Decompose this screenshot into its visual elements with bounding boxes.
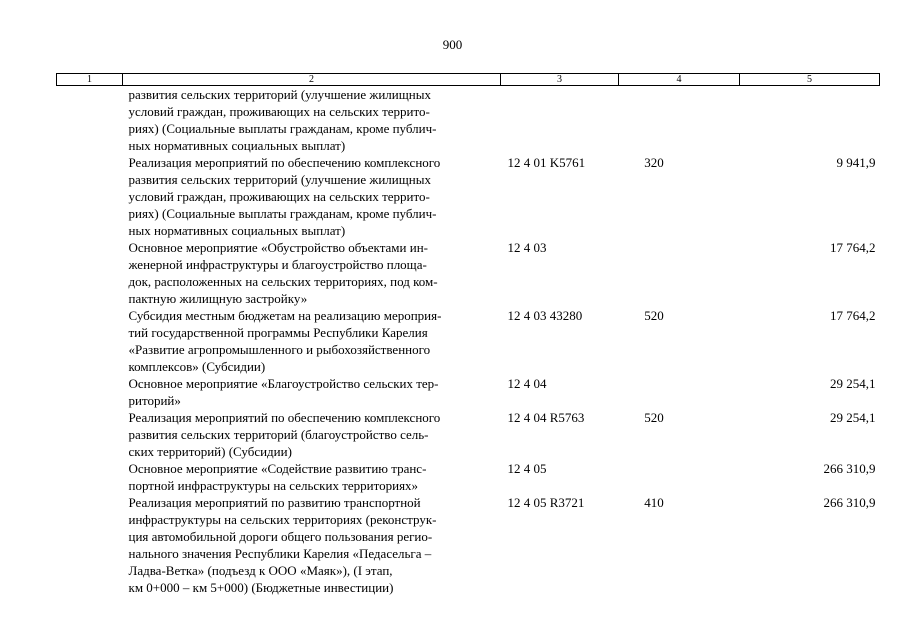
row-code: 12 4 04 — [507, 376, 547, 391]
row-name-line: риях) (Социальные выплаты гражданам, кроме публич- — [128, 121, 437, 136]
row-name-line: км 0+000 – км 5+000) (Бюджетные инвестиции) — [128, 580, 394, 595]
row-name-line: Основное мероприятие «Обустройство объектами ин- — [128, 240, 428, 255]
budget-table — [56, 73, 880, 596]
row-name — [123, 239, 501, 307]
row-empty-cell — [57, 494, 123, 596]
row-amount: 266 310,9 — [823, 461, 876, 476]
row-name-line: док, расположенных на сельских территориях, под ком- — [128, 274, 438, 289]
row-amount: 17 764,2 — [830, 308, 876, 323]
row-name — [123, 86, 501, 155]
row-name-line: ных нормативных социальных выплат) — [128, 138, 346, 153]
row-name-line: комплексов» (Субсидии) — [128, 359, 266, 374]
row-name-line: Реализация мероприятий по обеспечению комплексного — [128, 155, 441, 170]
column-number-3: 3 — [501, 74, 619, 86]
table-body — [57, 86, 880, 597]
row-empty-cell — [57, 307, 123, 375]
row-name-line: Реализация мероприятий по обеспечению комплексного — [128, 410, 441, 425]
row-expense-type — [619, 460, 740, 494]
page-number: 900 — [442, 37, 463, 52]
column-number-header-row — [57, 74, 880, 86]
row-name-line: ных нормативных социальных выплат) — [128, 223, 346, 238]
row-name — [123, 409, 501, 460]
table-row — [57, 409, 880, 460]
row-name-line: Реализация мероприятий по развитию транспортной — [128, 495, 421, 510]
column-number-5: 5 — [740, 74, 880, 86]
row-amount: 266 310,9 — [823, 495, 876, 510]
row-name-line: развития сельских территорий (улучшение жилищных — [128, 87, 431, 102]
column-number-1: 1 — [57, 74, 123, 86]
column-number-2: 2 — [123, 74, 501, 86]
row-name-line: инфраструктуры на сельских территориях (реконструк- — [128, 512, 437, 527]
row-expense-type — [619, 86, 740, 155]
row-code: 12 4 05 R3721 — [507, 495, 585, 510]
row-empty-cell — [57, 154, 123, 239]
row-empty-cell — [57, 239, 123, 307]
row-name — [123, 154, 501, 239]
row-name-line: риторий» — [128, 393, 181, 408]
row-expense-type: 410 — [644, 495, 664, 510]
table-row — [57, 307, 880, 375]
row-amount: 29 254,1 — [830, 376, 876, 391]
table-row — [57, 460, 880, 494]
row-code — [501, 86, 619, 155]
row-expense-type: 520 — [644, 410, 664, 425]
table-row — [57, 494, 880, 596]
row-amount — [740, 86, 880, 155]
table-row — [57, 86, 880, 155]
row-empty-cell — [57, 409, 123, 460]
row-name-line: условий граждан, проживающих на сельских террито- — [128, 104, 430, 119]
row-code: 12 4 05 — [507, 461, 547, 476]
row-name-line: Основное мероприятие «Содействие развитию транс- — [128, 461, 427, 476]
row-name — [123, 494, 501, 596]
row-expense-type — [619, 375, 740, 409]
row-name — [123, 375, 501, 409]
column-number-4: 4 — [619, 74, 740, 86]
row-name-line: риях) (Социальные выплаты гражданам, кроме публич- — [128, 206, 437, 221]
table-row — [57, 154, 880, 239]
row-name-line: портной инфраструктуры на сельских территориях» — [128, 478, 419, 493]
row-name-line: ция автомобильной дороги общего пользования регио- — [128, 529, 433, 544]
row-name-line: развития сельских территорий (улучшение жилищных — [128, 172, 431, 187]
row-name-line: пактную жилищную застройку» — [128, 291, 308, 306]
row-name-line: нального значения Республики Карелия «Педасельга – — [128, 546, 432, 561]
row-empty-cell — [57, 375, 123, 409]
table-row — [57, 375, 880, 409]
row-code: 12 4 03 43280 — [507, 308, 583, 323]
row-code: 12 4 04 R5763 — [507, 410, 585, 425]
row-amount: 9 941,9 — [836, 155, 876, 170]
row-name-line: женерной инфраструктуры и благоустройство площа- — [128, 257, 427, 272]
table-row — [57, 239, 880, 307]
row-amount: 17 764,2 — [830, 240, 876, 255]
row-empty-cell — [57, 86, 123, 155]
row-amount: 29 254,1 — [830, 410, 876, 425]
row-code: 12 4 03 — [507, 240, 547, 255]
row-code: 12 4 01 K5761 — [507, 155, 586, 170]
row-name-line: Ладва-Ветка» (подъезд к ООО «Маяк»), (I этап, — [128, 563, 393, 578]
row-name — [123, 460, 501, 494]
row-name-line: развития сельских территорий (благоустройство сель- — [128, 427, 429, 442]
row-name-line: тий государственной программы Республики Карелия — [128, 325, 428, 340]
row-name-line: «Развитие агропромышленного и рыбохозяйственного — [128, 342, 431, 357]
row-name-line: ских территорий) (Субсидии) — [128, 444, 292, 459]
row-expense-type — [619, 239, 740, 307]
row-name-line: Основное мероприятие «Благоустройство сельских тер- — [128, 376, 439, 391]
row-empty-cell — [57, 460, 123, 494]
row-name-line: условий граждан, проживающих на сельских террито- — [128, 189, 430, 204]
row-expense-type: 520 — [644, 308, 664, 323]
row-name — [123, 307, 501, 375]
row-expense-type: 320 — [644, 155, 664, 170]
row-name-line: Субсидия местным бюджетам на реализацию мероприя- — [128, 308, 442, 323]
